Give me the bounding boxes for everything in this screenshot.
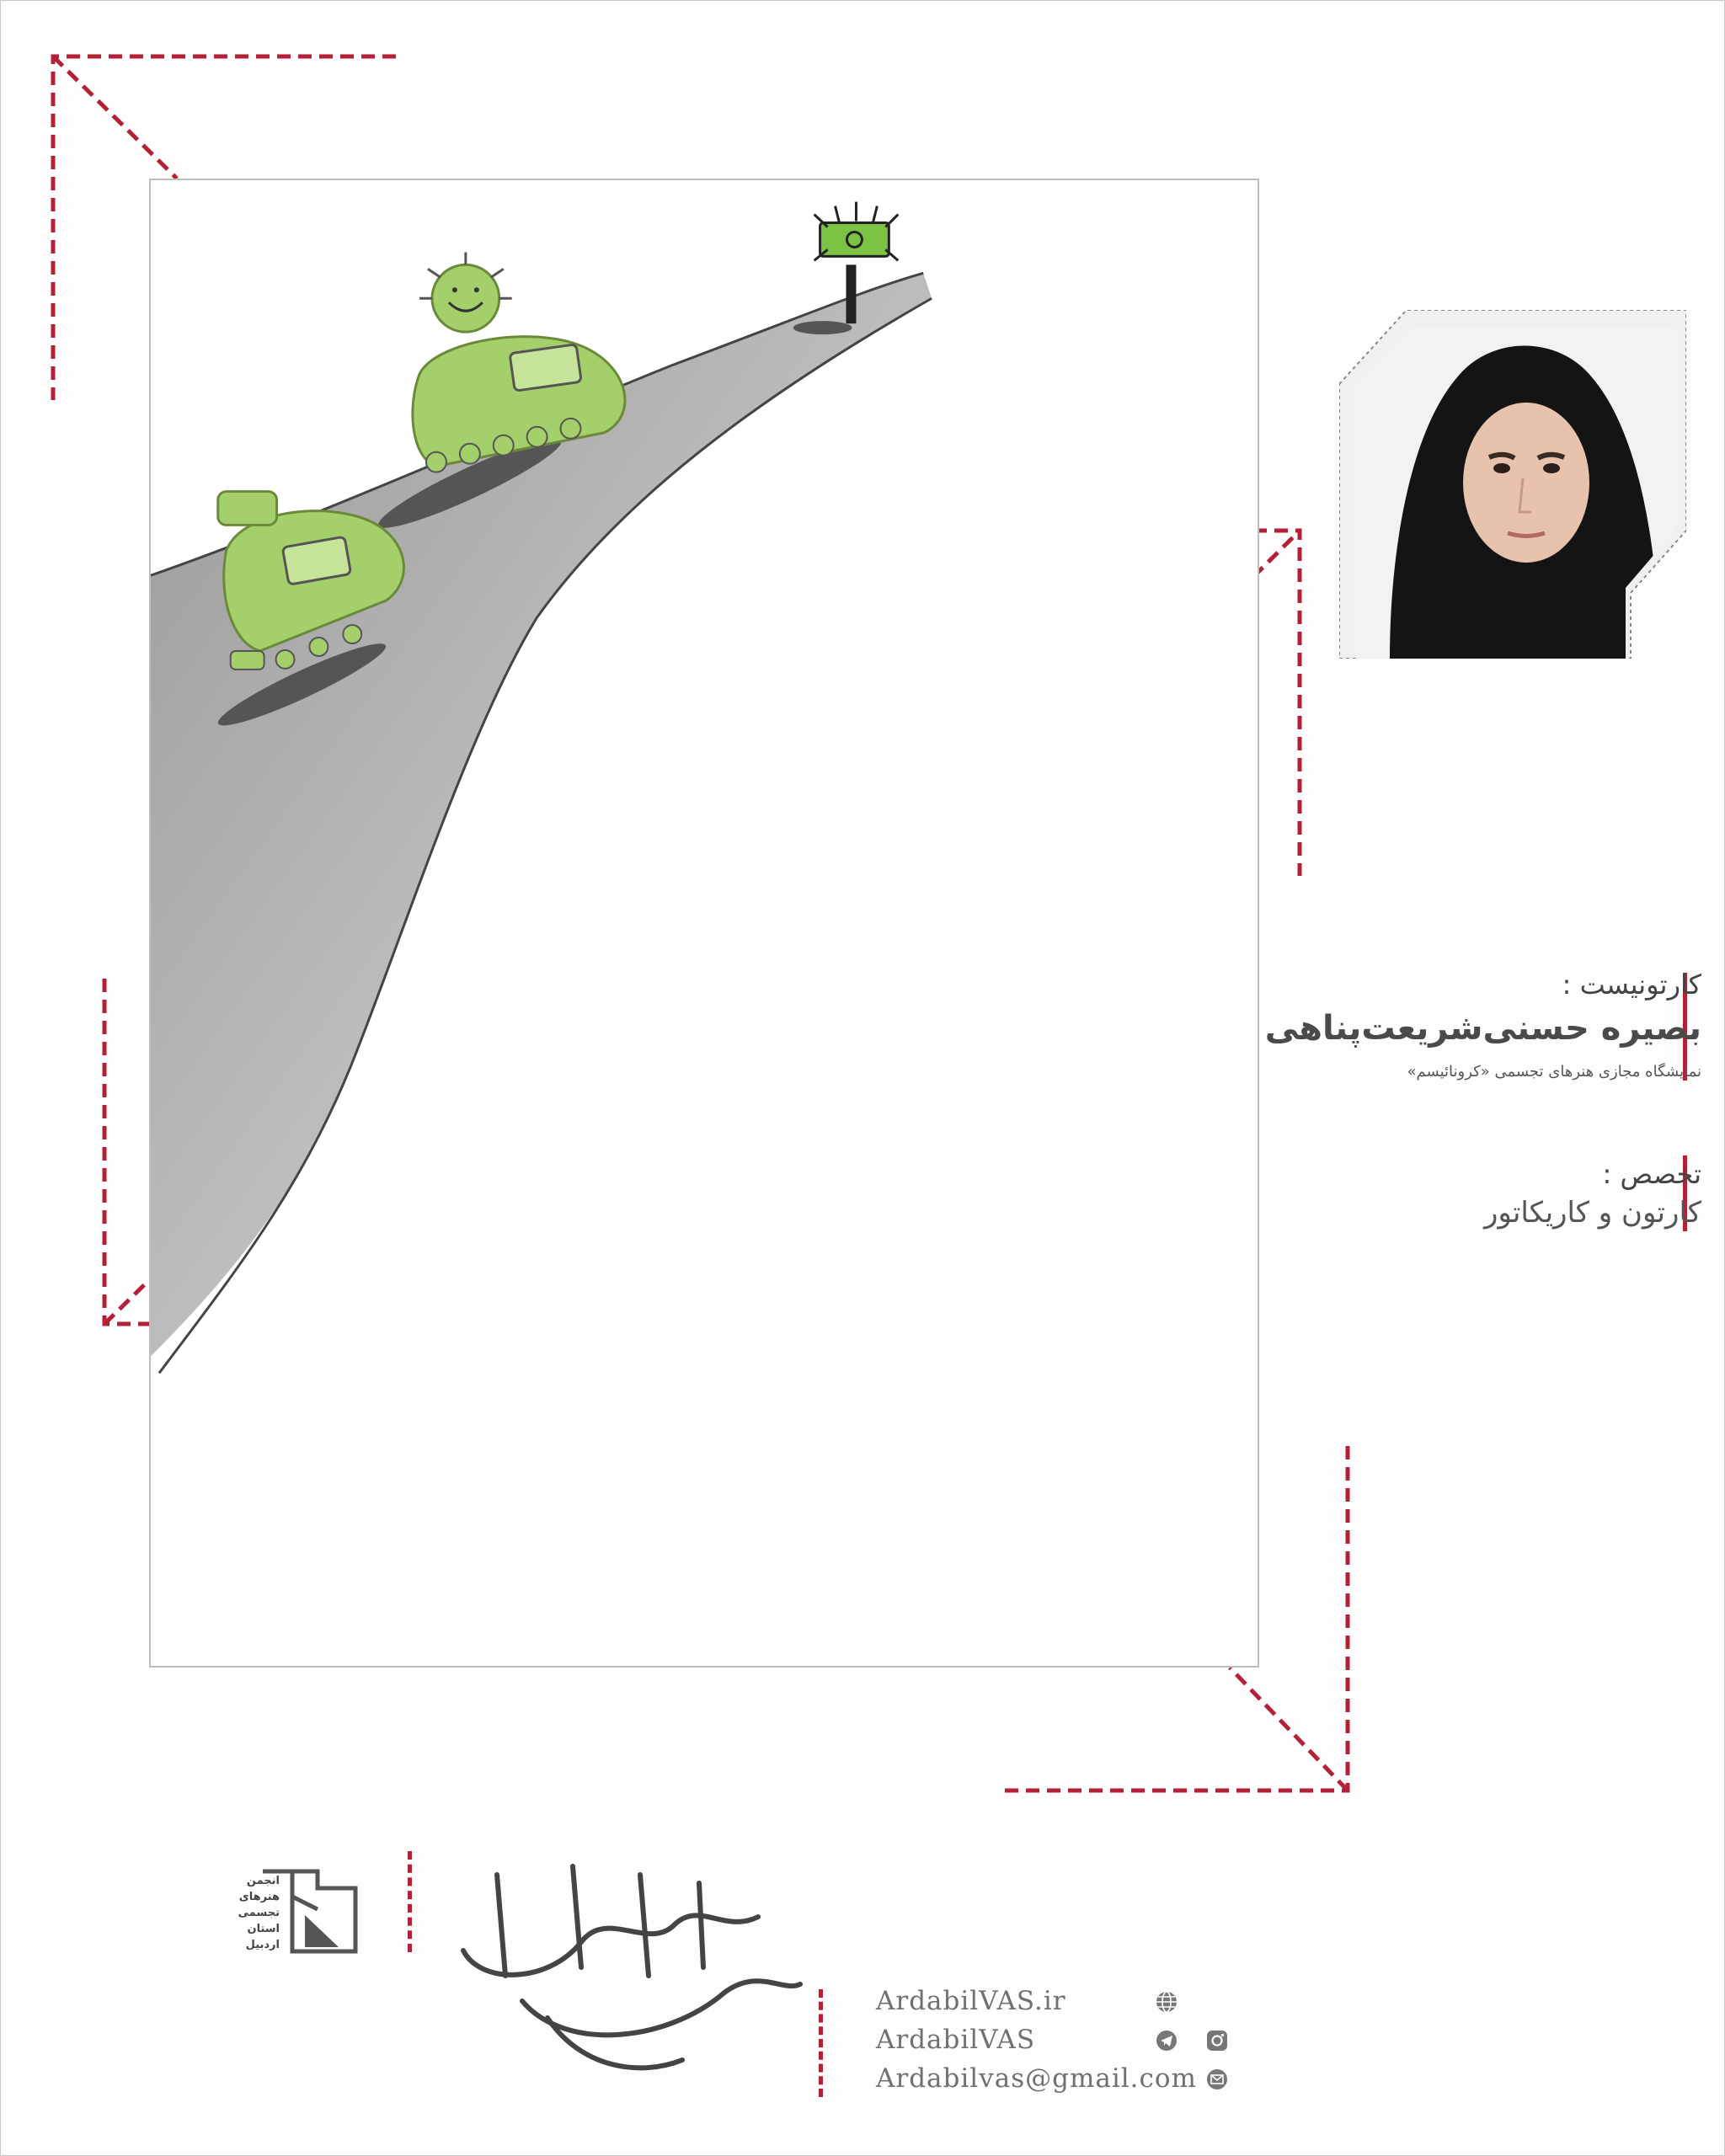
contact-social[interactable]: ArdabilVAS <box>876 2025 1036 2055</box>
exhibition-title: نمایشگاه مجازی هنرهای تجسمی «کرونائیسم» <box>1407 1063 1701 1081</box>
contact-email[interactable]: Ardabilvas@gmail.com <box>876 2063 1197 2094</box>
calligraphy-logo <box>446 1849 817 2085</box>
logo-line2: هنرهای <box>238 1891 280 1903</box>
telegram-icon <box>1154 2028 1179 2053</box>
instagram-icon <box>1204 2028 1230 2053</box>
specialty-label: تخصص : <box>1602 1158 1701 1190</box>
contact-website[interactable]: ArdabilVAS.ir <box>876 1986 1066 2016</box>
footer-separator-2 <box>819 1989 823 2097</box>
footer-separator-1 <box>408 1851 412 1952</box>
logo-line3: تجسمی <box>238 1907 280 1919</box>
artist-name: بصیره حسنی‌شریعت‌پناهی <box>1264 1009 1701 1048</box>
association-logo <box>212 1863 364 1956</box>
globe-icon <box>1154 1989 1179 2015</box>
role-label: کارتونیست : <box>1562 969 1701 1001</box>
specialty-value: کارتون و کاریکاتور <box>1483 1196 1701 1230</box>
logo-line1: انجمن <box>246 1875 280 1887</box>
logo-line4: استان اردبیل <box>245 1923 280 1951</box>
cartoon-artwork <box>149 179 1259 1668</box>
calligraphy-mark <box>446 1849 817 2085</box>
mail-icon <box>1204 2067 1230 2092</box>
artwork-drawing <box>151 180 1258 1666</box>
artist-portrait <box>1339 310 1686 659</box>
